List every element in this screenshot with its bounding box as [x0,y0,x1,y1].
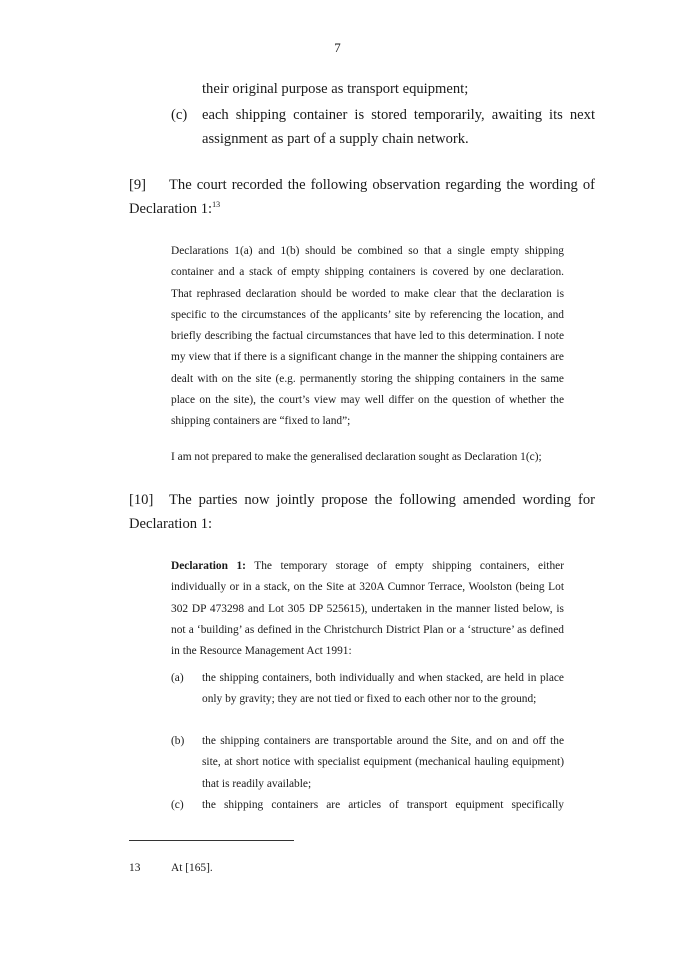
list-item-label: (a) [171,672,184,684]
footnote-number: 13 [129,862,141,874]
block-quote: Declarations 1(a) and 1(b) should be combined so that a single empty shipping container and a stack of empty shipping containers is covered by one declaration. That rephrased declaration should be worded to make clear that the declaration is specific to the circumstances of the applicants’ site by referencing the location, and briefly describing the factual circumstances that have led to this determination. I note my view that if there is a significant change in the manner the shipping containers are dealt with on the site (e.g. permanently storing the shipping containers in the same place on the site), the court’s view may well differ on the question of whether the shipping containers are “fixed to land”; [171,245,564,428]
block-quote-second: I am not prepared to make the generalised declaration sought as Declaration 1(c); [171,451,542,463]
list-item-label: (c) [171,799,184,811]
footnote-divider [129,840,294,841]
declaration-heading: Declaration 1: [171,560,246,572]
footnote-ref: 13 [212,200,221,210]
paragraph-number: [10] [129,492,154,508]
list-item-text: the shipping containers are transportable around the Site, and on and off the site, at short notice with specialist equipment (mechanical hauling equipment) that is readily available; [202,735,564,790]
page-number: 7 [334,40,341,55]
paragraph-10 [129,488,595,536]
paragraph-text: The parties now jointly propose the following amended wording for Declaration 1: [129,492,595,532]
list-item-label: (b) [171,735,185,747]
declaration-text: The temporary storage of empty shipping containers, either individually or in a stack, on the Site at 320A Cumnor Terrace, Woolston (being Lot 302 DP 473298 and Lot 305 DP 525615), undertaken in the manner listed below, is not a ‘building’ as defined in the Christchurch District Plan or a ‘structure’ as defined in the Resource Management Act 1991: [171,560,564,658]
list-item-text: each shipping container is stored temporarily, awaiting its next assignment as part of a supply chain network. [202,107,595,147]
declaration-block [171,556,564,662]
list-item-text: the shipping containers, both individually and when stacked, are held in place only by gravity; they are not tied or fixed to each other nor to the ground; [202,672,564,706]
continued-text: their original purpose as transport equipment; [202,81,469,97]
paragraph-9 [129,173,595,221]
declaration-item-b [171,731,564,795]
declaration-item-c [171,795,564,816]
paragraph-number: [9] [129,177,147,193]
list-item-label: (c) [171,107,188,123]
list-item-text: the shipping containers are articles of transport equipment specifically [202,799,564,811]
footnote-text: At [165]. [171,862,213,874]
list-item-c [171,103,595,151]
declaration-item-a [171,668,564,711]
paragraph-text: The court recorded the following observation regarding the wording of Declaration 1: [129,177,595,217]
